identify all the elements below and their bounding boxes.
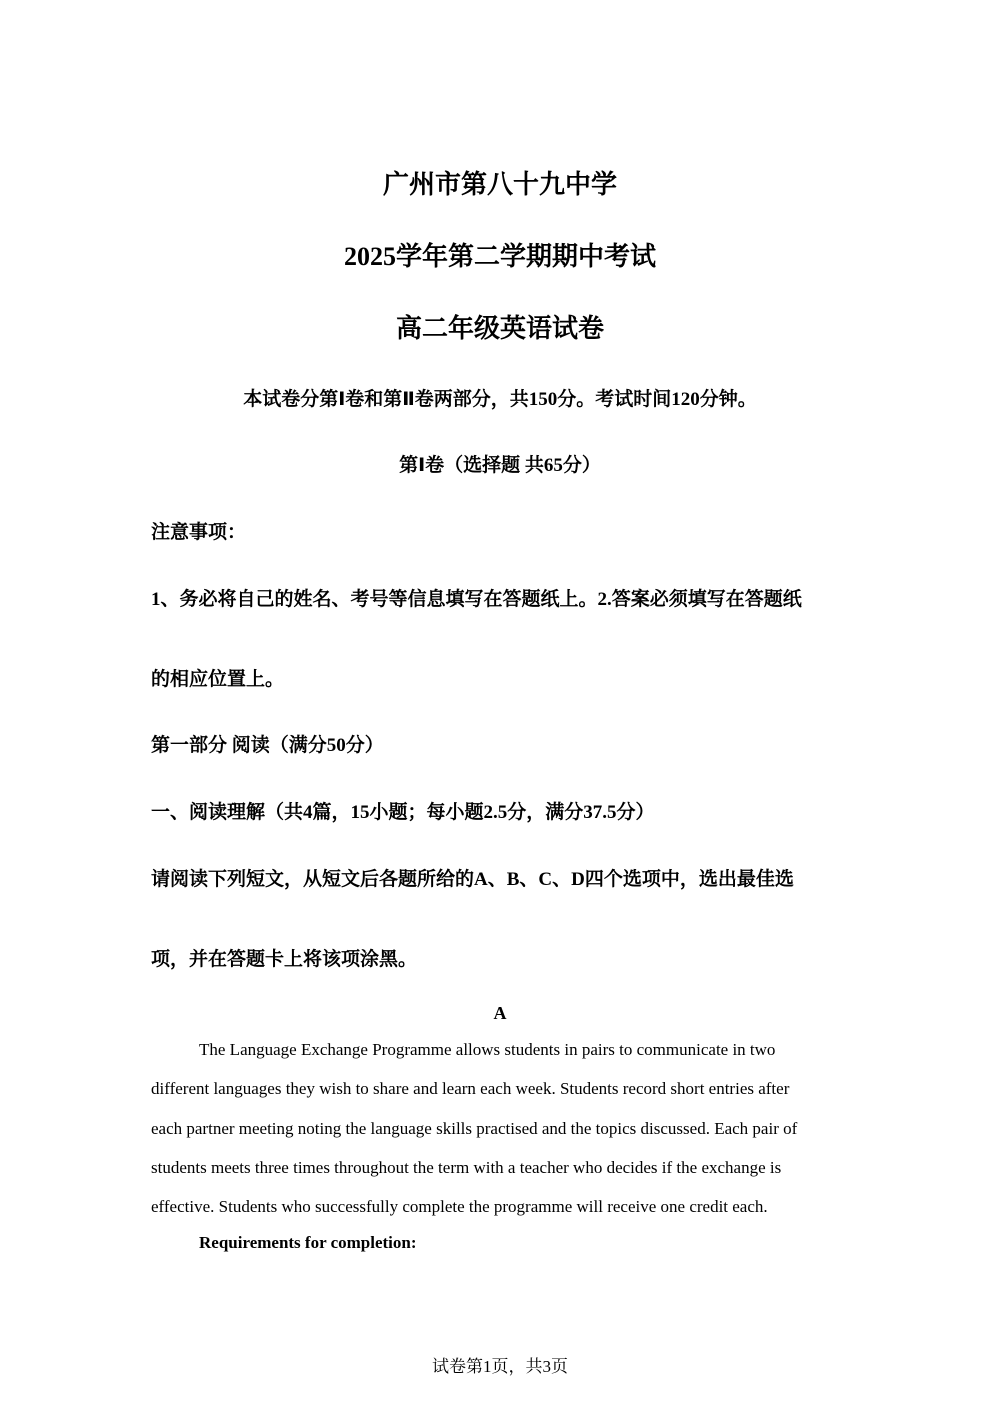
passage-line: The Language Exchange Programme allows students in pairs to communicate in two (199, 1040, 776, 1059)
school-name: 广州市第八十九中学 (382, 170, 617, 199)
requirements-heading: Requirements for completion: (199, 1233, 417, 1252)
part-one-heading: 第一部分 阅读（满分50分） (151, 735, 384, 756)
passage-line: each partner meeting noting the language skills practised and the topics discussed. Each pair of (151, 1119, 798, 1138)
volume-one-heading: 第Ⅰ卷（选择题 共65分） (399, 455, 601, 476)
instruction-line-2: 项，并在答题卡上将该项涂黑。 (151, 949, 418, 970)
paper-composition: 本试卷分第Ⅰ卷和第Ⅱ卷两部分，共150分。考试时间120分钟。 (243, 389, 757, 410)
notes-heading: 注意事项： (151, 522, 247, 543)
exam-title: 2025学年第二学期期中考试 (343, 242, 656, 271)
notes-line-2: 的相应位置上。 (151, 669, 285, 690)
passage-line: students meets three times throughout the term with a teacher who decides if the exchange is (151, 1158, 782, 1177)
passage-line: effective. Students who successfully complete the programme will receive one credit each. (151, 1197, 768, 1216)
passage-label: A (493, 1003, 507, 1023)
reading-comprehension-heading: 一、阅读理解（共4篇，15小题；每小题2.5分，满分37.5分） (151, 802, 655, 823)
page-footer: 试卷第1页，共3页 (432, 1357, 568, 1376)
notes-line-1: 1、务必将自己的姓名、考号等信息填写在答题纸上。2.答案必须填写在答题纸 (151, 589, 802, 610)
paper-title: 高二年级英语试卷 (395, 314, 604, 343)
instruction-line-1: 请阅读下列短文，从短文后各题所给的A、B、C、D四个选项中，选出最佳选 (151, 869, 794, 890)
passage-line: different languages they wish to share and learn each week. Students record short entries after (151, 1079, 790, 1098)
